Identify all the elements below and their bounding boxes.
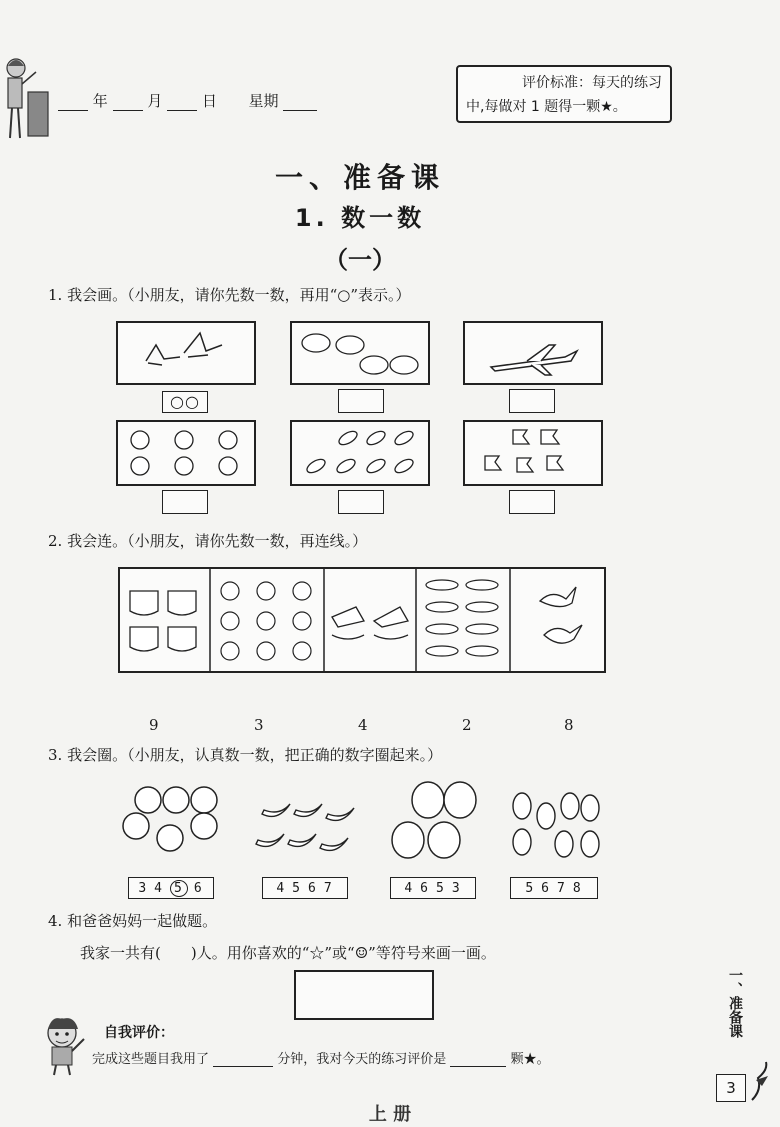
match-strip (118, 567, 606, 673)
airplane-icon (465, 323, 601, 383)
self-eval-text-a: 完成这些题目我用了 (92, 1052, 210, 1067)
options-box-apples (128, 877, 214, 899)
candy-icon (292, 422, 428, 484)
cabbage-icon (118, 422, 254, 484)
answer-box-airplane[interactable] (509, 389, 555, 413)
apple-icon (123, 787, 217, 851)
options-box-pears (510, 877, 598, 899)
counting-pictures (118, 778, 608, 868)
option[interactable]: 5 (525, 880, 536, 896)
chapter-title: 一、准备课 (274, 161, 445, 194)
footer-volume: 上 册 (368, 1104, 412, 1125)
picture-box-candies (290, 420, 430, 486)
option[interactable]: 3 (451, 880, 462, 896)
q3-prompt: 3. 我会圈。（小朋友，认真数一数，把正确的数字圈起来。） (48, 746, 443, 764)
option[interactable]: 6 (308, 880, 318, 896)
option[interactable]: 6 (193, 880, 204, 896)
option[interactable]: 4 (404, 880, 415, 896)
girl-cartoon (2, 52, 52, 144)
date-line (58, 90, 317, 111)
match-pictures (120, 569, 604, 671)
day-label: 日 (201, 92, 217, 110)
example-circles: ○○ (170, 392, 200, 411)
flag-icon (465, 422, 601, 484)
banana-icon (256, 804, 354, 850)
part-title: （一） (324, 246, 396, 274)
option-circled[interactable]: 5 (170, 880, 188, 897)
option[interactable]: 6 (420, 880, 430, 896)
boy-cartoon (40, 1015, 88, 1077)
self-eval-label: 自我评价： (104, 1025, 174, 1041)
fish-icon (426, 580, 498, 656)
month-label: 月 (147, 92, 163, 110)
side-chapter-tab: 一、准备课 (727, 968, 743, 1038)
snail-icon (221, 582, 311, 660)
page-number: 3 (716, 1074, 746, 1102)
option[interactable]: 4 (154, 880, 164, 896)
bird-icon (540, 587, 582, 643)
option[interactable]: 7 (323, 880, 334, 896)
elephant-icon (292, 323, 428, 383)
options-box-bananas (262, 877, 348, 899)
answer-box-cabbages[interactable] (162, 490, 208, 514)
option[interactable]: 7 (557, 880, 567, 896)
self-eval-line (92, 1048, 550, 1067)
month-blank[interactable] (113, 110, 143, 111)
rating-line-2: 中,每做对 1 题得一颗★。 (466, 99, 627, 115)
gull-icon (118, 323, 254, 383)
q1-prompt: 1. 我会画。（小朋友，请你先数一数，再用“○”表示。） (48, 286, 411, 304)
weekday-label: 星期 (248, 92, 279, 110)
rocking-horse-icon (332, 607, 408, 639)
option[interactable]: 8 (572, 880, 583, 896)
year-label: 年 (92, 92, 108, 110)
rating-standard-box (456, 65, 672, 123)
drawing-box[interactable] (294, 970, 434, 1020)
answer-box-elephants[interactable] (338, 389, 384, 413)
picture-box-flags (463, 420, 603, 486)
q4-line: 我家一共有( )人。用你喜欢的“☆”或“☺”等符号来画一画。 (80, 944, 496, 962)
picture-box-airplane (463, 321, 603, 385)
option[interactable]: 5 (436, 880, 446, 896)
q4-prompt: 4. 和爸爸妈妈一起做题。 (48, 912, 218, 930)
match-number[interactable]: 9 (149, 716, 159, 734)
stars-blank[interactable] (450, 1066, 506, 1067)
q2-prompt: 2. 我会连。（小朋友，请你先数一数，再连线。） (48, 532, 368, 550)
year-blank[interactable] (58, 110, 88, 111)
weekday-blank[interactable] (283, 110, 317, 111)
answer-box-flags[interactable] (509, 490, 555, 514)
options-box-watermelons (390, 877, 476, 899)
picture-box-cabbages (116, 420, 256, 486)
answer-box-gulls[interactable] (162, 391, 208, 413)
cup-icon (130, 591, 196, 651)
option[interactable]: 6 (541, 880, 551, 896)
option[interactable]: 4 (276, 880, 287, 896)
picture-box-gulls (116, 321, 256, 385)
pear-icon (513, 793, 599, 857)
watermelon-icon (392, 782, 476, 858)
minutes-blank[interactable] (213, 1066, 273, 1067)
match-number[interactable]: 4 (358, 716, 368, 734)
answer-box-candies[interactable] (338, 490, 384, 514)
option[interactable]: 3 (138, 880, 149, 896)
match-number[interactable]: 3 (254, 716, 264, 734)
picture-box-elephants (290, 321, 430, 385)
self-eval-text-b: 分钟，我对今天的练习评价是 (277, 1052, 447, 1067)
match-number[interactable]: 8 (564, 716, 574, 734)
match-number[interactable]: 2 (462, 716, 472, 734)
rating-line-1: 评价标准：每天的练习 (522, 75, 662, 91)
day-blank[interactable] (167, 110, 197, 111)
self-eval-text-c: 颗★。 (510, 1052, 550, 1067)
lesson-title: 1. 数一数 (294, 204, 426, 232)
option[interactable]: 5 (292, 880, 302, 896)
